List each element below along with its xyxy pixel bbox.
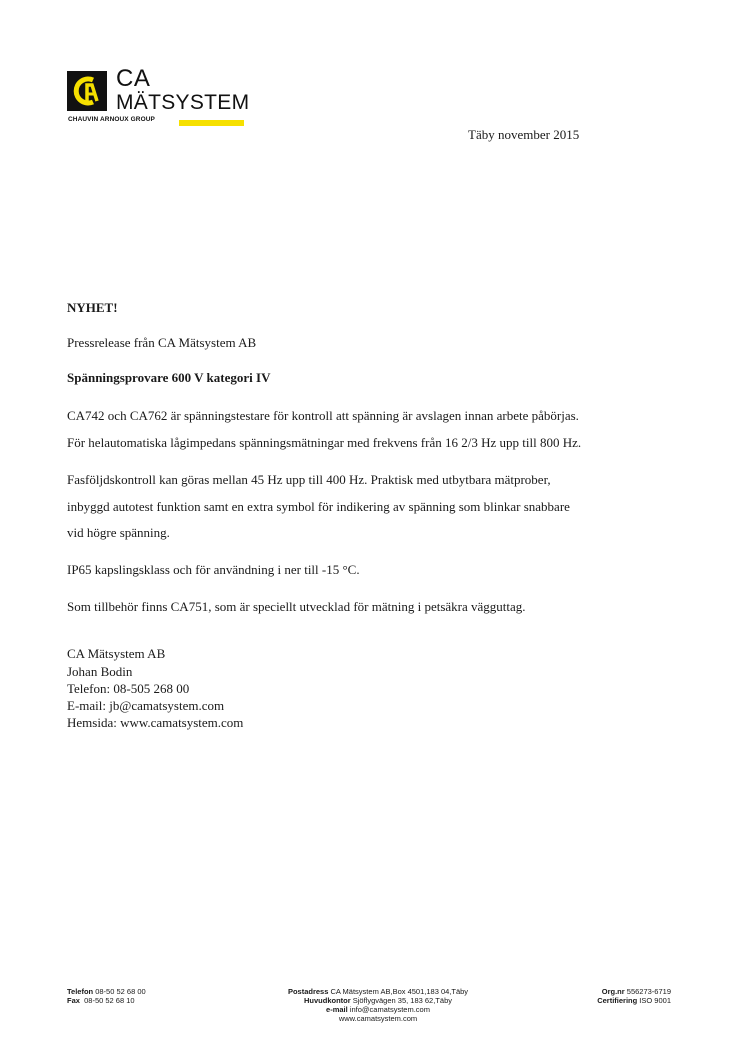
letter-date: Täby november 2015 (468, 127, 580, 142)
footer-postal-value: CA Mätsystem AB,Box 4501,183 04,Täby (330, 987, 469, 996)
footer-org-label: Org.nr (601, 987, 625, 996)
intro-line: Pressrelease från CA Mätsystem AB (67, 335, 257, 350)
para1-line2: För helautomatiska lågimpedans spänningsmätningar med frekvens från 16 2/3 Hz upp till 800 Hz. (67, 435, 582, 450)
footer-registration (540, 987, 671, 1005)
contact-name: Johan Bodin (67, 664, 133, 679)
contact-company: CA Mätsystem AB (67, 646, 166, 661)
ca-logo-icon (67, 71, 107, 111)
footer-cert-value: ISO 9001 (639, 996, 671, 1005)
footer-fax-label: Fax (67, 996, 80, 1005)
footer-postal-label: Postadress (287, 987, 329, 996)
logo-ca-text: CA (116, 65, 151, 92)
contact-phone: Telefon: 08-505 268 00 (67, 681, 190, 696)
footer-org-value: 556273-6719 (626, 987, 671, 996)
para3: IP65 kapslingsklass och för användning i ner till -15 °C. (67, 562, 360, 577)
para2-line3: vid högre spänning. (67, 525, 170, 540)
footer-phone-value: 08-50 52 68 00 (95, 987, 146, 996)
logo-group-text: CHAUVIN ARNOUX GROUP (68, 116, 155, 123)
logo-yellow-bar (179, 120, 244, 126)
footer-fax-value: 08-50 52 68 10 (84, 996, 135, 1005)
company-logo (67, 65, 250, 127)
heading: NYHET! (67, 300, 118, 315)
para2-line2: inbyggd autotest funktion samt en extra symbol för indikering av spänning som blinkar snabbare (67, 499, 570, 514)
logo-brand-text: MÄTSYSTEM (116, 91, 250, 114)
footer-phone-fax (67, 987, 146, 1005)
footer-phone-label: Telefon (67, 987, 94, 996)
footer-email-value: info@camatsystem.com (349, 1005, 430, 1014)
footer-address (258, 987, 498, 1023)
footer-cert-label: Certifiering (597, 996, 638, 1005)
contact-email: E-mail: jb@camatsystem.com (67, 698, 225, 713)
para2-line1: Fasföljdskontroll kan göras mellan 45 Hz upp till 400 Hz. Praktisk med utbytbara mätprober, (67, 472, 551, 487)
para1-line1: CA742 och CA762 är spänningstestare för kontroll att spänning är avslagen innan arbete påbörjas. (67, 408, 579, 423)
footer-email-label: e-mail (326, 1005, 348, 1014)
footer-hq-label: Huvudkontor (303, 996, 351, 1005)
footer-website: www.camatsystem.com (338, 1014, 418, 1023)
para4: Som tillbehör finns CA751, som är speciellt utvecklad för mätning i petsäkra vägguttag. (67, 599, 526, 614)
subject-line: Spänningsprovare 600 V kategori IV (67, 370, 271, 385)
contact-website: Hemsida: www.camatsystem.com (67, 715, 244, 730)
footer-hq-value: Sjöflygvägen 35, 183 62,Täby (352, 996, 452, 1005)
